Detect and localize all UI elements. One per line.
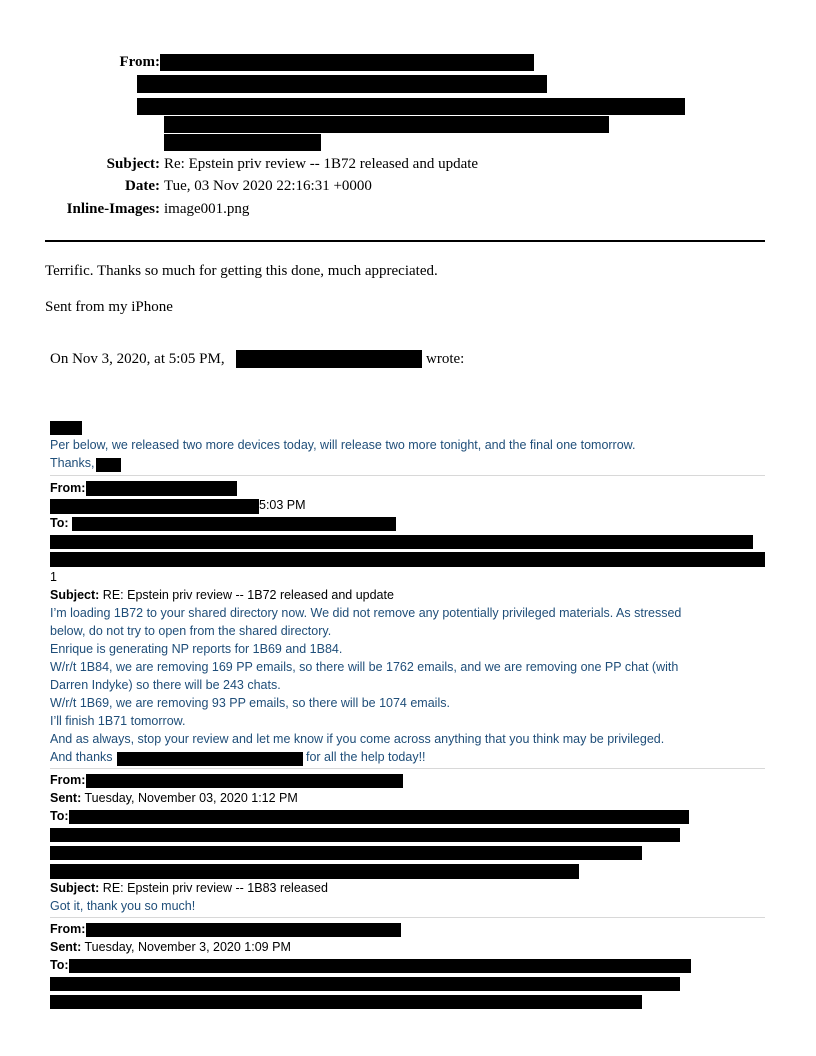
redaction-block (117, 752, 303, 766)
msg3-subject-value: RE: Epstein priv review -- 1B83 released (102, 881, 328, 895)
msg3-subject-label: Subject: (50, 881, 100, 895)
inline-images-value: image001.png (164, 201, 250, 217)
redaction-block (86, 774, 403, 788)
msg2-line: I’ll finish 1B71 tomorrow. (50, 714, 186, 728)
msg2-from-label: From: (50, 481, 86, 495)
redaction-block (164, 134, 321, 151)
message-separator (50, 475, 765, 476)
header-divider (45, 240, 765, 242)
message-separator (50, 917, 765, 918)
msg3-sent-value: Tuesday, November 03, 2020 1:12 PM (84, 791, 298, 805)
redaction-block (86, 481, 237, 496)
msg3-sent-label: Sent: (50, 791, 82, 805)
msg1-line-1: Per below, we released two more devices today, will release two more tonight, and the final one tomorrow. (50, 438, 636, 452)
msg2-line: W/r/t 1B84, we are removing 169 PP emails, so there will be 1762 emails, and we are removing one PP chat (with (50, 660, 679, 674)
subject-value: Re: Epstein priv review -- 1B72 released and update (164, 156, 479, 172)
date-label: Date: (125, 178, 160, 194)
redaction-block (69, 810, 689, 824)
msg2-stray-text: 1 (50, 570, 57, 584)
body-line-1: Terrific. Thanks so much for getting this done, much appreciated. (45, 263, 438, 279)
redaction-block (137, 98, 685, 115)
redaction-block (50, 828, 680, 842)
redaction-block (96, 458, 121, 472)
quote-intro-prefix: On Nov 3, 2020, at 5:05 PM, (50, 351, 225, 367)
msg2-line: below, do not try to open from the shared directory. (50, 624, 332, 638)
msg3-sent (50, 791, 298, 805)
msg3-subject (50, 881, 328, 895)
subject-label: Subject: (106, 156, 160, 172)
redaction-block (72, 517, 396, 531)
msg2-thanks-suffix: for all the help today!! (306, 750, 426, 764)
redaction-block (50, 499, 259, 514)
redaction-block (50, 552, 765, 567)
msg4-sent-label: Sent: (50, 940, 82, 954)
msg2-line: Enrique is generating NP reports for 1B69 and 1B84. (50, 642, 343, 656)
redaction-block (50, 846, 642, 860)
msg2-line: And as always, stop your review and let me know if you come across anything that you think may be privileged. (50, 732, 665, 746)
redaction-block (86, 923, 401, 937)
body-line-2: Sent from my iPhone (45, 299, 173, 315)
msg2-subject-label: Subject: (50, 588, 100, 602)
quote-intro-suffix: wrote: (426, 351, 465, 367)
redaction-block (160, 54, 534, 71)
msg2-line: Darren Indyke) so there will be 243 chats. (50, 678, 281, 692)
msg3-from-label: From: (50, 773, 86, 787)
redaction-block (50, 977, 680, 991)
msg4-from-label: From: (50, 922, 86, 936)
redaction-block (50, 421, 82, 435)
date-value: Tue, 03 Nov 2020 22:16:31 +0000 (164, 178, 372, 194)
msg2-subject-value: RE: Epstein priv review -- 1B72 released and update (102, 588, 394, 602)
inline-images-label: Inline-Images: (66, 201, 160, 217)
redaction-block (236, 350, 422, 368)
redaction-block (50, 535, 753, 549)
msg2-subject (50, 588, 394, 602)
redaction-block (137, 75, 547, 93)
redaction-block (69, 959, 691, 973)
msg1-line-2: Thanks, (50, 456, 95, 470)
msg2-time: 5:03 PM (259, 498, 306, 512)
msg2-line: I’m loading 1B72 to your shared directory now. We did not remove any potentially privileged materials. As stressed (50, 606, 682, 620)
from-label: From: (119, 54, 160, 70)
msg2-thanks-prefix: And thanks (50, 750, 113, 764)
message-separator (50, 768, 765, 769)
msg4-sent-value: Tuesday, November 3, 2020 1:09 PM (84, 940, 291, 954)
msg4-sent (50, 940, 291, 954)
redaction-block (50, 864, 579, 879)
msg4-to-label: To: (50, 958, 69, 972)
msg2-line: W/r/t 1B69, we are removing 93 PP emails, so there will be 1074 emails. (50, 696, 450, 710)
redaction-block (50, 995, 642, 1009)
redaction-block (164, 116, 609, 133)
msg3-line-1: Got it, thank you so much! (50, 899, 196, 913)
msg2-to-label: To: (50, 516, 69, 530)
msg3-to-label: To: (50, 809, 69, 823)
